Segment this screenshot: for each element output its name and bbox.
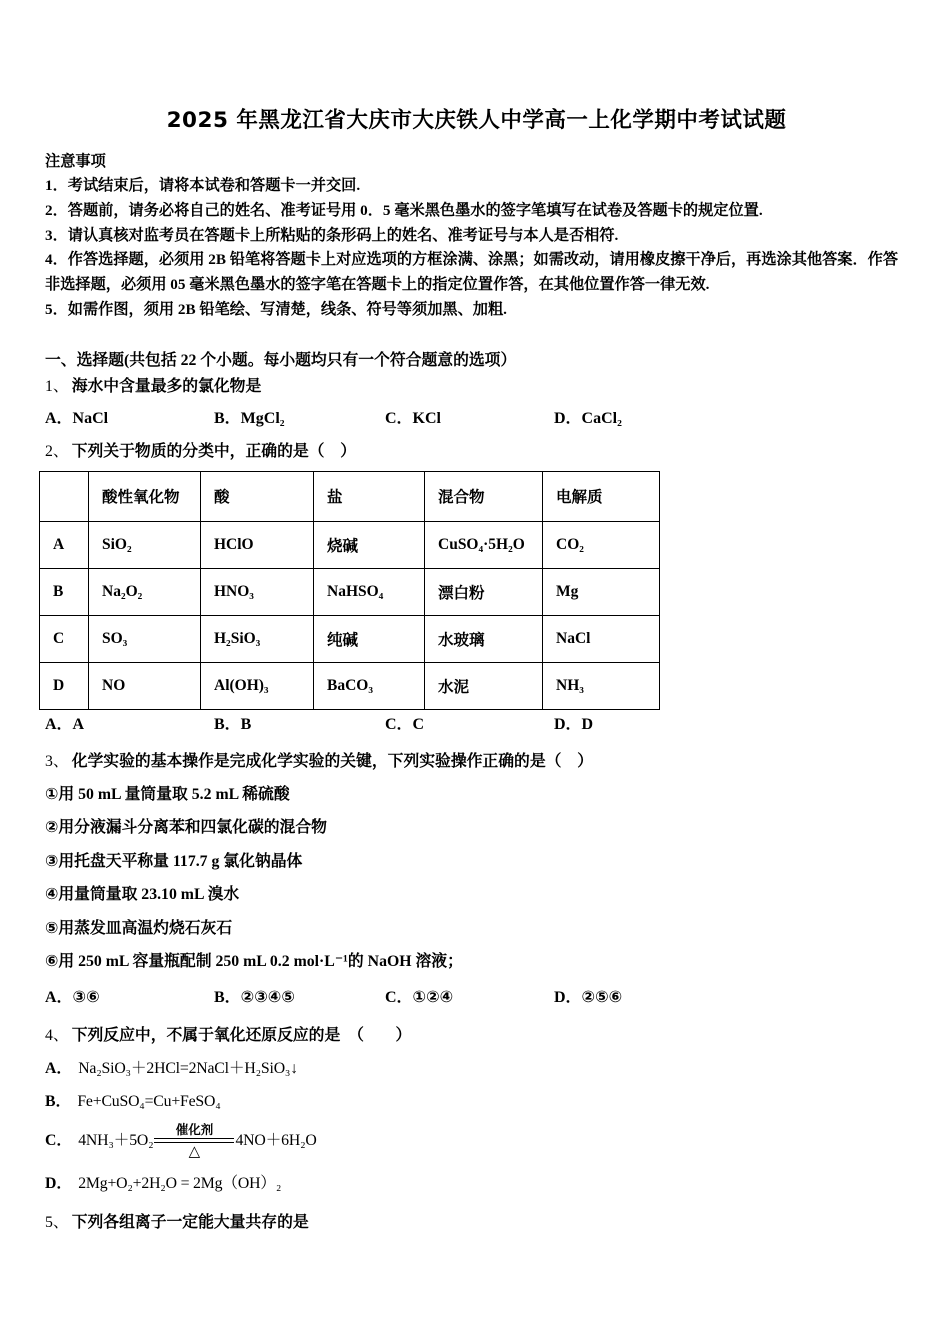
option-b-equation: Fe+CuSO₄=Cu+FeSO₄ (77, 1093, 221, 1111)
header-acid: 酸 (201, 471, 314, 521)
question-3-options (45, 987, 908, 1009)
cell: NH₃ (543, 662, 660, 709)
page-title: 2025 年黑龙江省大庆市大庆铁人中学高一上化学期中考试试题 (166, 108, 787, 133)
option-d-equation: 2Mg+O₂+2H₂O = 2Mg（OH）₂ (78, 1174, 282, 1192)
row-label: C (40, 615, 89, 662)
catalyst-label: 催化剂 (175, 1123, 214, 1138)
cell: 纯碱 (314, 615, 425, 662)
header-electrolyte: 电解质 (543, 471, 660, 521)
question-4-text: 下列反应中，不属于氧化还原反应的是 （ ） (71, 1027, 412, 1045)
question-3-text: 化学实验的基本操作是完成化学实验的关键，下列实验操作正确的是（ ） (71, 752, 594, 770)
section-heading: 一、选择题(共包括 22 个小题。每小题均只有一个符合题意的选项） (45, 351, 517, 369)
cell: 水玻璃 (425, 615, 543, 662)
option-c: C．C (385, 715, 425, 733)
cell: HClO (201, 521, 314, 568)
cell: CO₂ (543, 521, 660, 568)
notice-item-4: 4．作答选择题，必须用 2B 铅笔将答题卡上对应选项的方框涂满、涂黑；如需改动，请用橡皮擦干净后，再选涂其他答案．作答非选择题，必须用 05 毫米黑色墨水的签字笔在答题卡上的指定位置作答，在其他位置作答一律无效. (45, 251, 899, 294)
question-1-options (45, 408, 908, 430)
question-1-number: 1、 (45, 377, 69, 395)
notice-item-1: 1．考试结束后，请将本试卷和答题卡一并交回. (45, 177, 361, 194)
question-5-text: 下列各组离子一定能大量共存的是 (71, 1213, 309, 1231)
cell: NaCl (543, 615, 660, 662)
option-a: A．③⑥ (45, 989, 100, 1007)
option-d: D．CaCl₂ (554, 409, 622, 427)
option-d: D．D (554, 715, 594, 733)
statement-3: ③用托盘天平称量 117.7 g 氯化钠晶体 (45, 852, 303, 870)
option-b: B．②③④⑤ (214, 989, 295, 1007)
cell: BaCO₃ (314, 662, 425, 709)
header-empty (40, 471, 89, 521)
option-c-label: C． (45, 1132, 73, 1150)
table-row (40, 568, 660, 615)
cell: Mg (543, 568, 660, 615)
notice-section (45, 150, 908, 323)
option-a-label: A． (45, 1060, 73, 1078)
notice-item-5: 5．如需作图，须用 2B 铅笔绘、写清楚，线条、符号等须加黑、加粗. (45, 300, 507, 318)
option-a: A．NaCl (45, 409, 109, 427)
table-row (40, 615, 660, 662)
cell: 烧碱 (314, 521, 425, 568)
question-2 (45, 440, 908, 736)
header-mixture: 混合物 (425, 471, 543, 521)
option-b-label: B． (45, 1093, 72, 1111)
option-c-equation-left: 4NH₃＋5O₂ (78, 1132, 154, 1150)
option-d: D．②⑤⑥ (554, 989, 623, 1007)
question-3 (45, 750, 908, 1010)
option-d (45, 1173, 908, 1195)
table-header-row (40, 471, 660, 521)
option-a-equation: Na₂SiO₃＋2HCl=2NaCl＋H₂SiO₃↓ (78, 1060, 298, 1078)
row-label: A (40, 521, 89, 568)
table-row (40, 662, 660, 709)
statement-6: ⑥用 250 mL 容量瓶配制 250 mL 0.2 mol·L⁻¹的 NaOH 溶液； (45, 953, 463, 971)
option-c: C．①②④ (385, 989, 454, 1007)
option-b (45, 1091, 908, 1113)
cell: H₂SiO₃ (201, 615, 314, 662)
statement-4: ④用量筒量取 23.10 mL 溴水 (45, 886, 240, 904)
question-3-number: 3、 (45, 752, 69, 770)
question-1-text: 海水中含量最多的氯化物是 (71, 377, 262, 395)
question-2-text: 下列关于物质的分类中，正确的是（ ） (71, 442, 357, 460)
table-row (40, 521, 660, 568)
statement-2: ②用分液漏斗分离苯和四氯化碳的混合物 (45, 819, 327, 837)
notice-heading: 注意事项 (45, 153, 106, 170)
option-d-label: D． (45, 1174, 73, 1192)
cell: SO₃ (89, 615, 201, 662)
option-b: B．B (214, 715, 252, 733)
cell: 水泥 (425, 662, 543, 709)
cell: 漂白粉 (425, 568, 543, 615)
cell: CuSO₄·5H₂O (425, 521, 543, 568)
notice-item-3: 3．请认真核对监考员在答题卡上所粘贴的条形码上的姓名、准考证号与本人是否相符. (45, 226, 619, 244)
cell: Al(OH)₃ (201, 662, 314, 709)
delta-heat-icon: △ (188, 1141, 201, 1160)
question-5-number: 5、 (45, 1213, 69, 1231)
notice-item-2: 2．答题前，请务必将自己的姓名、准考证号用 0．5 毫米黑色墨水的签字笔填写在试卷及答题卡的规定位置. (45, 201, 763, 219)
cell: NO (89, 662, 201, 709)
classification-table (39, 471, 660, 710)
question-2-options (45, 714, 908, 736)
question-2-number: 2、 (45, 442, 69, 460)
question-1 (45, 375, 908, 430)
option-c (45, 1122, 908, 1160)
header-salt: 盐 (314, 471, 425, 521)
row-label: B (40, 568, 89, 615)
cell: Na₂O₂ (89, 568, 201, 615)
option-c-equation-right: 4NO＋6H₂O (235, 1132, 317, 1150)
statement-1: ①用 50 mL 量筒量取 5.2 mL 稀硫酸 (45, 785, 290, 803)
catalyst-condition-symbol (154, 1122, 234, 1160)
question-4-number: 4、 (45, 1027, 69, 1045)
question-5 (45, 1211, 908, 1234)
option-c: C．KCl (385, 409, 442, 427)
question-4 (45, 1024, 908, 1195)
row-label: D (40, 662, 89, 709)
cell: SiO₂ (89, 521, 201, 568)
header-acidic-oxide: 酸性氧化物 (89, 471, 201, 521)
statement-5: ⑤用蒸发皿高温灼烧石灰石 (45, 919, 233, 937)
option-b: B．MgCl₂ (214, 409, 285, 427)
cell: NaHSO₄ (314, 568, 425, 615)
option-a: A．A (45, 715, 85, 733)
option-a (45, 1058, 908, 1080)
cell: HNO₃ (201, 568, 314, 615)
